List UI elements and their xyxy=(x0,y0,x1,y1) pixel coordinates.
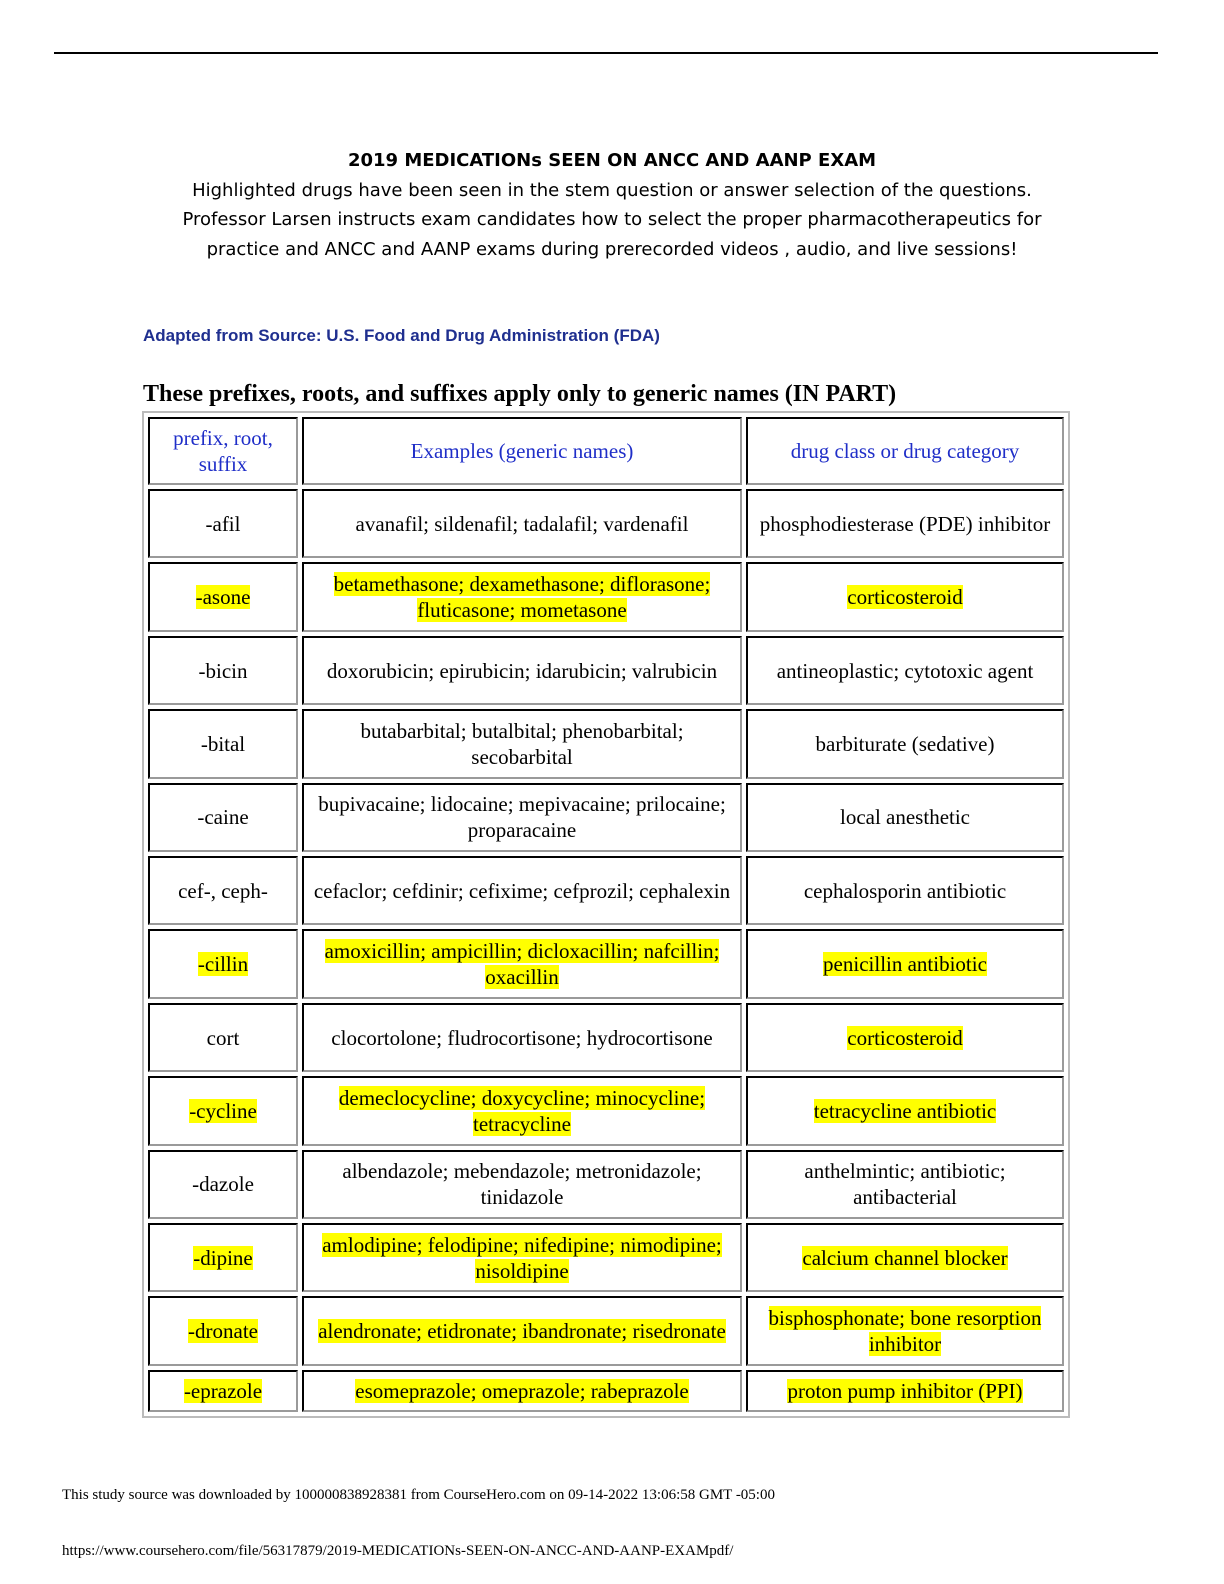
row-examples-text: demeclocycline; doxycycline; minocycline; tetracycline xyxy=(338,1085,706,1136)
column-header-examples: Examples (generic names) xyxy=(302,417,742,485)
row-class-text: cephalosporin antibiotic xyxy=(803,878,1007,903)
row-affix-text: cort xyxy=(206,1025,240,1050)
table-row xyxy=(148,636,1064,705)
row-class xyxy=(746,562,1064,631)
row-affix xyxy=(148,1150,298,1219)
page-title: 2019 MEDICATIONs SEEN ON ANCC AND AANP EXAM xyxy=(347,150,877,171)
row-class xyxy=(746,856,1064,925)
table-row xyxy=(148,929,1064,998)
row-class xyxy=(746,636,1064,705)
table-row xyxy=(148,1370,1064,1412)
table-row xyxy=(148,1296,1064,1365)
row-examples xyxy=(302,1003,742,1072)
row-examples-text: amlodipine; felodipine; nifedipine; nimodipine; nisoldipine xyxy=(322,1232,722,1283)
table-row xyxy=(148,1076,1064,1145)
row-examples xyxy=(302,929,742,998)
row-affix-text: cef-, ceph- xyxy=(178,878,268,903)
row-affix-text: -dipine xyxy=(193,1245,253,1270)
table-row xyxy=(148,1150,1064,1219)
row-affix-text: -afil xyxy=(205,511,241,536)
row-affix xyxy=(148,1296,298,1365)
row-examples-text: clocortolone; fludrocortisone; hydrocortisone xyxy=(331,1025,713,1050)
row-examples xyxy=(302,562,742,631)
row-class-text: anthelmintic; antibiotic; antibacterial xyxy=(804,1159,1006,1210)
row-affix xyxy=(148,636,298,705)
row-class-text: proton pump inhibitor (PPI) xyxy=(787,1378,1023,1403)
table-row xyxy=(148,489,1064,558)
row-affix-text: -bital xyxy=(200,731,246,756)
row-examples xyxy=(302,1150,742,1219)
row-class-text: antineoplastic; cytotoxic agent xyxy=(776,658,1034,683)
row-examples xyxy=(302,1223,742,1292)
row-class xyxy=(746,1003,1064,1072)
row-class xyxy=(746,1370,1064,1412)
row-affix xyxy=(148,856,298,925)
source-url: https://www.coursehero.com/file/56317879/2019-MEDICATIONs-SEEN-ON-ANCC-AND-AANP-EXAMpdf/ xyxy=(62,1543,734,1559)
drug-stem-table xyxy=(142,411,1070,1418)
row-examples-text: doxorubicin; epirubicin; idarubicin; valrubicin xyxy=(326,658,718,683)
row-examples xyxy=(302,1076,742,1145)
row-examples xyxy=(302,856,742,925)
row-class-text: corticosteroid xyxy=(847,1025,963,1050)
row-affix-text: -eprazole xyxy=(183,1378,263,1403)
table-row xyxy=(148,709,1064,778)
row-examples-text: albendazole; mebendazole; metronidazole; tinidazole xyxy=(342,1159,702,1210)
row-class-text: penicillin antibiotic xyxy=(823,952,987,977)
row-examples-text: cefaclor; cefdinir; cefixime; cefprozil; cephalexin xyxy=(313,878,731,903)
row-class xyxy=(746,1223,1064,1292)
row-examples xyxy=(302,783,742,852)
row-affix-text: -dronate xyxy=(188,1319,258,1344)
table-row xyxy=(148,783,1064,852)
row-affix xyxy=(148,562,298,631)
row-examples-text: butabarbital; butalbital; phenobarbital; secobarbital xyxy=(360,718,684,769)
row-affix-text: -bicin xyxy=(198,658,248,683)
intro-line-2: Professor Larsen instructs exam candidates how to select the proper pharmacotherapeutics for xyxy=(182,209,1042,230)
table-row xyxy=(148,1003,1064,1072)
download-note: This study source was downloaded by 100000838928381 from CourseHero.com on 09-14-2022 13:06:58 GMT -05:00 xyxy=(62,1487,775,1503)
row-affix xyxy=(148,1003,298,1072)
row-class xyxy=(746,709,1064,778)
row-class xyxy=(746,489,1064,558)
row-examples-text: avanafil; sildenafil; tadalafil; vardenafil xyxy=(355,511,689,536)
top-rule xyxy=(54,52,1158,54)
row-class-text: barbiturate (sedative) xyxy=(815,731,995,756)
source-note: Adapted from Source: U.S. Food and Drug Administration (FDA) xyxy=(143,326,660,345)
row-class-text: phosphodiesterase (PDE) inhibitor xyxy=(759,511,1051,536)
table-header-row xyxy=(148,417,1064,485)
row-examples-text: betamethasone; dexamethasone; diflorasone; fluticasone; mometasone xyxy=(333,572,711,623)
row-affix-text: -dazole xyxy=(192,1172,254,1197)
row-affix xyxy=(148,709,298,778)
row-class xyxy=(746,1296,1064,1365)
intro-line-1: Highlighted drugs have been seen in the stem question or answer selection of the questions. xyxy=(192,179,1032,201)
row-affix xyxy=(148,783,298,852)
row-affix xyxy=(148,1223,298,1292)
table-row xyxy=(148,562,1064,631)
row-class xyxy=(746,783,1064,852)
row-examples-text: bupivacaine; lidocaine; mepivacaine; prilocaine; proparacaine xyxy=(318,792,726,843)
row-class-text: bisphosphonate; bone resorption inhibitor xyxy=(768,1306,1042,1357)
row-class xyxy=(746,1150,1064,1219)
row-affix xyxy=(148,1076,298,1145)
table-row xyxy=(148,856,1064,925)
row-examples xyxy=(302,1370,742,1412)
row-affix xyxy=(148,489,298,558)
table-title: These prefixes, roots, and suffixes apply only to generic names (IN PART) xyxy=(143,381,897,407)
row-examples xyxy=(302,489,742,558)
row-examples xyxy=(302,709,742,778)
intro-line-3: practice and ANCC and AANP exams during prerecorded videos , audio, and live sessions! xyxy=(206,238,1018,260)
column-header-class: drug class or drug category xyxy=(746,417,1064,485)
row-class-text: tetracycline antibiotic xyxy=(813,1098,997,1123)
row-class xyxy=(746,1076,1064,1145)
row-examples-text: esomeprazole; omeprazole; rabeprazole xyxy=(355,1378,689,1403)
row-class-text: corticosteroid xyxy=(847,585,963,610)
row-class xyxy=(746,929,1064,998)
row-affix-text: -caine xyxy=(197,805,249,830)
row-examples xyxy=(302,636,742,705)
table-row xyxy=(148,1223,1064,1292)
row-affix-text: -cillin xyxy=(197,952,249,977)
row-examples-text: alendronate; etidronate; ibandronate; risedronate xyxy=(318,1319,726,1344)
column-header-affix: prefix, root, suffix xyxy=(148,417,298,485)
row-class-text: calcium channel blocker xyxy=(802,1245,1008,1270)
row-examples xyxy=(302,1296,742,1365)
row-examples-text: amoxicillin; ampicillin; dicloxacillin; nafcillin; oxacillin xyxy=(324,939,720,990)
row-affix-text: -cycline xyxy=(189,1098,257,1123)
row-affix xyxy=(148,1370,298,1412)
row-affix-text: -asone xyxy=(195,585,251,610)
row-affix xyxy=(148,929,298,998)
document-header xyxy=(60,146,1164,264)
row-class-text: local anesthetic xyxy=(839,805,971,830)
